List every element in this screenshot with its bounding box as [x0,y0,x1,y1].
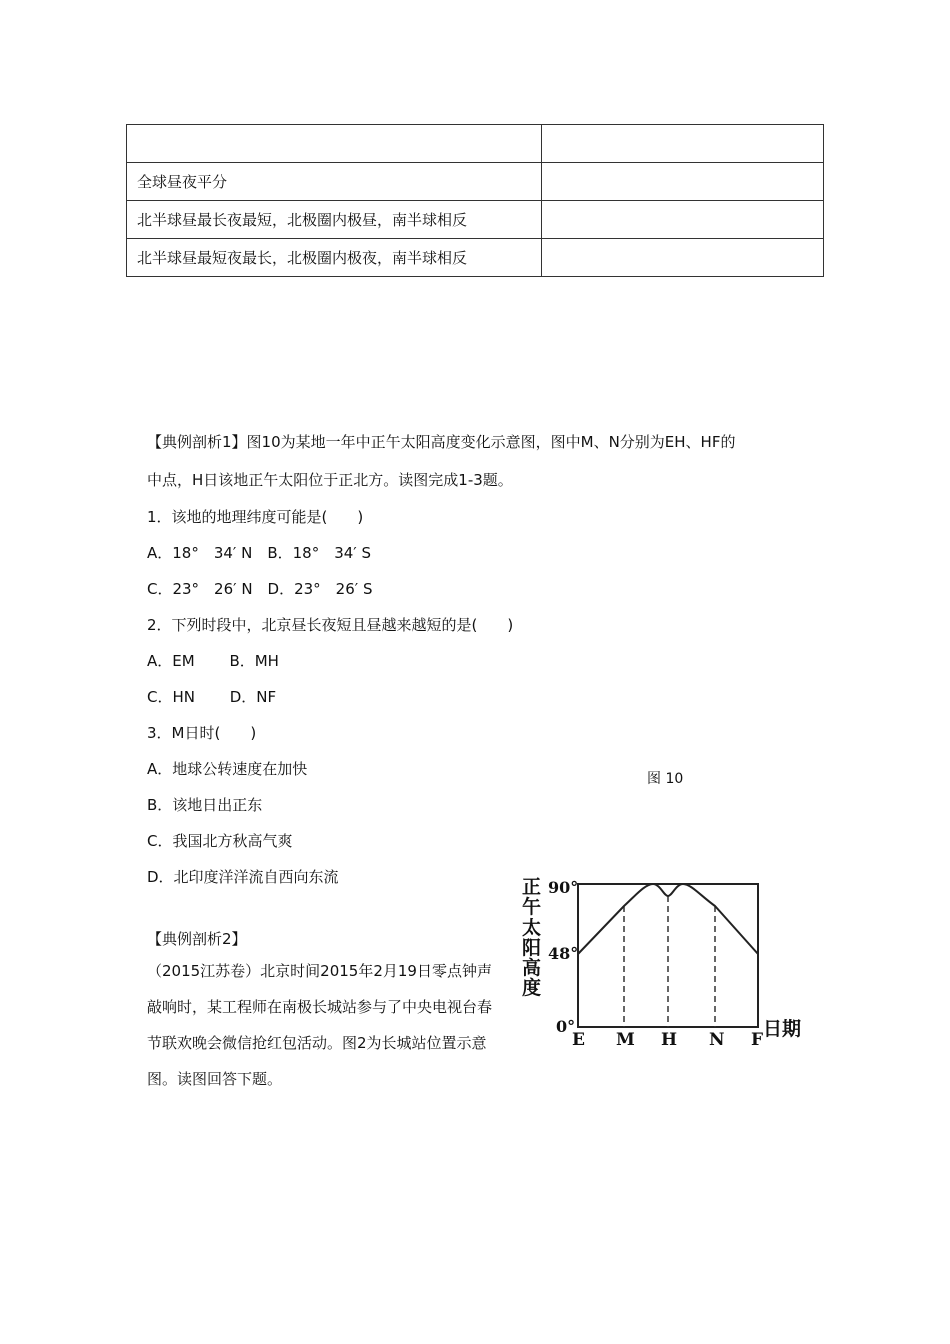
info-table [126,124,824,277]
question-3-option: D．北印度洋洋流自西向东流 [147,868,339,886]
y-axis-title-char: 午 [522,896,542,918]
y-axis-title-char: 阳 [522,937,542,959]
y-axis-title-char: 正 [522,876,542,898]
y-axis-title [522,876,541,999]
table-cell [542,125,824,163]
question-3-option: B．该地日出正东 [147,796,263,814]
question-3-stem: 3．M日时( ) [147,724,257,742]
question-3-option: C．我国北方秋高气爽 [147,832,293,850]
x-tick-label: M [616,1030,635,1050]
y-tick-label: 48° [548,944,579,963]
question-2-stem: 2．下列时段中，北京昼长夜短且昼越来越短的是( ) [147,616,514,634]
table-row [127,163,824,201]
question-1-option-row: C．23° 26′ N D．23° 26′ S [147,580,373,598]
x-tick-label: H [661,1030,678,1050]
x-tick-label: N [709,1030,725,1050]
question-2-option-row: A．EM B．MH [147,652,279,670]
y-axis-title-char: 高 [522,957,542,979]
question-1-stem: 1．该地的地理纬度可能是( ) [147,508,364,526]
x-tick-label: E [572,1030,585,1050]
example1-intro-line: 中点，H日该地正午太阳位于正北方。读图完成1-3题。 [147,471,513,489]
table-cell: 北半球昼最长夜最短，北极圈内极昼，南半球相反 [127,201,542,239]
y-axis-title-char: 太 [522,917,542,939]
y-axis-title-char: 度 [522,977,542,999]
table-cell: 全球昼夜平分 [127,163,542,201]
plot-frame [578,884,758,1027]
example1-heading-line: 【典例剖析1】图10为某地一年中正午太阳高度变化示意图，图中M、N分别为EH、HF的 [147,433,736,451]
table-cell [127,125,542,163]
y-tick-label: 0° [556,1017,576,1036]
question-2-option-row: C．HN D．NF [147,688,277,706]
x-tick-label: F [751,1030,764,1050]
table-row [127,239,824,277]
question-1-option-row: A．18° 34′ N B．18° 34′ S [147,544,371,562]
x-axis-title: 日期 [763,1018,802,1040]
figure-label: 图 10 [647,771,684,787]
y-tick-label: 90° [548,878,579,897]
solar-altitude-chart [520,870,820,1050]
table-row [127,201,824,239]
table-cell [542,163,824,201]
question-3-option: A．地球公转速度在加快 [147,760,308,778]
example2-body: （2015江苏卷）北京时间2015年2月19日零点钟声敲响时，某工程师在南极长城站参与了中央电视台春节联欢晚会微信抢红包活动。图2为长城站位置示意图。读图回答下题。 [147,962,493,1088]
table-row [127,125,824,163]
table-cell: 北半球昼最短夜最长，北极圈内极夜，南半球相反 [127,239,542,277]
table-cell [542,239,824,277]
example2-title: 【典例剖析2】 [147,930,247,948]
table-cell [542,201,824,239]
